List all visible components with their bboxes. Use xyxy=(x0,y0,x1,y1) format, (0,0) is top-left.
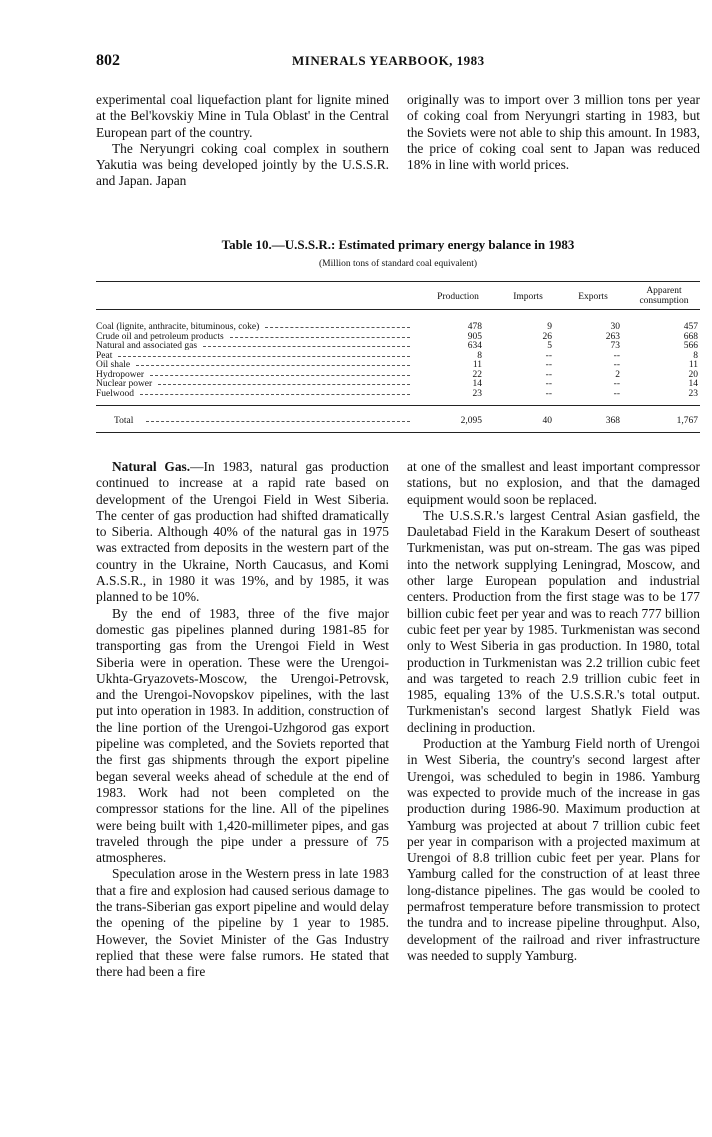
table-cell: 668 xyxy=(683,331,698,342)
leader-dots xyxy=(146,421,410,422)
table-cell: -- xyxy=(545,388,552,399)
section-heading: Natural Gas. xyxy=(112,459,191,474)
table-cell: -- xyxy=(613,379,620,389)
table-bottom-rule xyxy=(96,432,700,433)
table-cell: 14 xyxy=(688,379,698,389)
column-header-production: Production xyxy=(437,292,479,302)
table-header-rule xyxy=(96,309,700,310)
table-cell: -- xyxy=(613,350,620,361)
row-label: Peat xyxy=(96,350,113,361)
table-total-row xyxy=(96,416,700,426)
table-cell: -- xyxy=(613,388,620,399)
paragraph-text: —In 1983, natural gas production continued to increase at a rapid rate based on development of the Urengoi Field in West Siberia. The center of gas production had shifted dramatically to Siberia. Although 40% of the natural gas in 1975 was extracted from deposits in the western part of the country in the Ukraine, North Caucasus, and Komi A.S.S.R., in 1980 it was 19%, and by 1985, it was planned to be 10%. xyxy=(96,459,390,605)
paragraph: Production at the Yamburg Field north of Urengoi in West Siberia, the country's second largest after Urengoi, was scheduled to begin in 1986. Yamburg was expected to provide much of the increase in gas production during 1986-90. Maximum production at Yamburg was projected at about 7 trillion cubic feet per year in comparison with a projected maximum at Urengoi of 8.8 trillion cubic feet per year. Plans for Yamburg called for the construction of at least three long-distance pipelines. The gas would be cooled to permafrost temperature before transmission to protect the tundra and to increase pipeline throughput. Also, development of the railroad and river infrastructure was needed to supply Yamburg. xyxy=(407,736,700,963)
row-label: Coal (lignite, anthracite, bituminous, coke) xyxy=(96,322,260,332)
paragraph: at one of the smallest and least important compressor stations, but no explosion, and that the damaged equipment would soon be replaced. xyxy=(407,459,700,507)
paragraph: originally was to import over 3 million tons per year of coking coal from Neryungri starting in 1983, but the Soviets were not able to ship this amount. In 1983, the price of coking coal sent to Japan was reduced 18% in line with world prices. xyxy=(407,92,700,173)
paragraph: Speculation arose in the Western press in late 1983 that a fire and explosion had caused serious damage to the trans-Siberian gas export pipeline and would delay the opening of the pipeline by 1 year to 1985. However, the Soviet Minister of the Gas Industry replied that these were false rumors. He stated that there had been a fire xyxy=(96,866,389,980)
leader-dots xyxy=(140,394,410,395)
paragraph: The Neryungri coking coal complex in southern Yakutia was being developed jointly by the U.S.S.R. and Japan. Japan xyxy=(96,140,389,189)
table-cell: 9 xyxy=(547,322,552,332)
table-cell: 8 xyxy=(477,350,482,361)
top-left-column xyxy=(96,92,389,190)
row-label: Nuclear power xyxy=(96,379,153,389)
total-label: Total xyxy=(114,416,134,426)
table-cell: -- xyxy=(545,369,552,380)
table-cell: 20 xyxy=(688,369,698,380)
table-cell: -- xyxy=(545,350,552,361)
table-row xyxy=(96,370,700,380)
paragraph: The U.S.S.R.'s largest Central Asian gasfield, the Dauletabad Field in the Karakum Desert of southeast Turkmenistan, was put on-stream. The gas was piped into the network supplying Leningrad, Moscow, and other large European population and industrial centers. Production from the first stage was to be 177 billion cubic feet per year and was to reach 777 billion cubic feet per year by 1985. Turkmenistan was second only to West Siberia in gas production. In 1980, total production in Turkmenistan was 2.2 trillion cubic feet and was targeted to reach 2.9 trillion cubic feet in 1985, equaling 13% of the U.S.S.R.'s total output. Turkmenistan's second largest Shatlyk Field was declining in production. xyxy=(407,507,700,735)
paragraph: By the end of 1983, three of the five major domestic gas pipelines planned during 1981-85 for transporting gas from the Urengoi Field in West Siberia were in operation. These were the Urengoi-Ukhta-Gryazovets-Moscow, the Urengoi-Petrovsk, and the Urengoi-Novopskov pipelines, with the last put into operation in 1983. In addition, construction of the line portion of the Urengoi-Uzhgorod gas export pipeline was completed, and the Soviets reported that the first gas shipments through the export pipeline began several weeks ahead of schedule at the end of 1983. Work had not been completed on the compressor stations for the line. All of the pipelines were being built with 1,420-millimeter pipes, and gas traveled through the pipe under a pressure of 75 atmospheres. xyxy=(96,605,389,866)
page-number: 802 xyxy=(96,52,120,69)
table-cell: 23 xyxy=(688,388,698,399)
bottom-right-column xyxy=(407,459,700,964)
leader-dots xyxy=(158,384,410,385)
leader-dots xyxy=(136,365,410,366)
total-imports: 40 xyxy=(542,416,552,426)
paragraph xyxy=(96,459,389,606)
table-cell: 11 xyxy=(688,360,698,370)
table-row xyxy=(96,379,700,389)
row-label: Fuelwood xyxy=(96,388,134,399)
bottom-left-column xyxy=(96,459,389,981)
paragraph: experimental coal liquefaction plant for lignite mined at the Bel'kovskiy Mine in Tula Oblast' in the Central European part of the country. xyxy=(96,92,389,140)
table-top-rule xyxy=(96,281,700,282)
column-header-exports: Exports xyxy=(578,292,608,302)
leader-dots xyxy=(203,346,410,347)
row-label: Hydropower xyxy=(96,369,145,380)
table-cell: 457 xyxy=(683,322,698,332)
top-right-column xyxy=(407,92,700,173)
leader-dots xyxy=(118,356,410,357)
table-cell: 2 xyxy=(615,369,620,380)
table-row xyxy=(96,389,700,399)
total-apparent-consumption: 1,767 xyxy=(676,416,698,426)
table-cell: 26 xyxy=(542,331,552,342)
leader-dots xyxy=(230,337,410,338)
table-cell: 566 xyxy=(683,341,698,351)
total-exports: 368 xyxy=(605,416,620,426)
column-header-imports: Imports xyxy=(513,292,543,302)
table-row xyxy=(96,341,700,351)
table-cell: 905 xyxy=(467,331,482,342)
table-row xyxy=(96,322,700,332)
column-header-apparent-consumption: Apparent consumption xyxy=(639,286,689,306)
total-production: 2,095 xyxy=(460,416,482,426)
table-cell: 73 xyxy=(610,341,620,351)
table-total-rule xyxy=(96,405,700,406)
table-title: Table 10.—U.S.S.R.: Estimated primary energy balance in 1983 xyxy=(221,237,575,252)
table-cell: -- xyxy=(545,360,552,370)
table-cell: 478 xyxy=(467,322,482,332)
table-cell: 22 xyxy=(472,369,482,380)
row-label: Natural and associated gas xyxy=(96,341,198,351)
table-row xyxy=(96,360,700,370)
table-cell: -- xyxy=(545,379,552,389)
table-cell: -- xyxy=(613,360,620,370)
table-cell: 14 xyxy=(472,379,482,389)
table-cell: 5 xyxy=(547,341,552,351)
row-label: Crude oil and petroleum products xyxy=(96,331,224,342)
table-subtitle: (Million tons of standard coal equivalent) xyxy=(318,259,478,269)
leader-dots xyxy=(150,375,410,376)
leader-dots xyxy=(265,327,410,328)
running-title: MINERALS YEARBOOK, 1983 xyxy=(292,53,485,68)
table-cell: 30 xyxy=(610,322,620,332)
row-label: Oil shale xyxy=(96,360,131,370)
table-cell: 11 xyxy=(472,360,482,370)
table-row xyxy=(96,332,700,342)
table-cell: 263 xyxy=(605,331,620,342)
table-cell: 634 xyxy=(467,341,482,351)
table-cell: 8 xyxy=(693,350,698,361)
page-header xyxy=(96,52,700,72)
table-cell: 23 xyxy=(472,388,482,399)
table-row xyxy=(96,351,700,361)
